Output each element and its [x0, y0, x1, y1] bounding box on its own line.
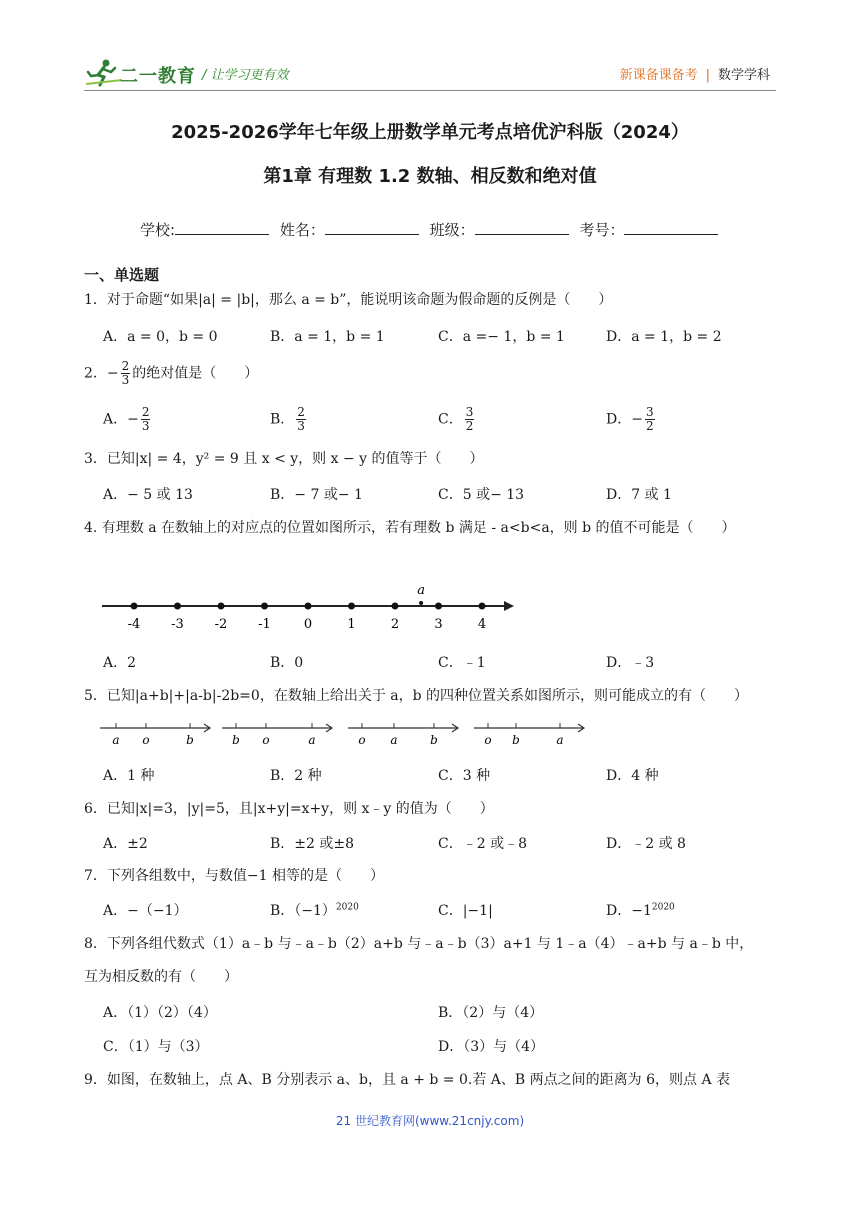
header-subject [620, 64, 770, 83]
q7-option-d-label: D．−1 [606, 903, 652, 919]
q5-axis-label: o [484, 733, 492, 747]
class-field[interactable] [475, 220, 569, 235]
q2-option-d-frac [645, 406, 655, 433]
q2-fraction [121, 360, 131, 387]
q7-option-a[interactable]: A．−（−1） [103, 903, 188, 919]
q3-option-b[interactable]: B．− 7 或− 1 [270, 487, 363, 503]
q1-option-b[interactable]: B．a = 1，b = 1 [270, 329, 385, 345]
school-label: 学校: [140, 221, 176, 239]
q5-axis-label: a [390, 733, 398, 747]
question-8-stem-line1: 8．下列各组代数式（1）a﹣b 与﹣a﹣b（2）a+b 与﹣a﹣b（3）a+1 与 1﹣a（4）﹣a+b 与 a﹣b 中， [84, 936, 754, 952]
question-5-stem: 5．已知|a+b|+|a-b|-2b=0，在数轴上给出关于 a，b 的四种位置关系如图所示，则可能成立的有（ ） [84, 688, 749, 704]
q5-axis-label: o [262, 733, 270, 747]
q7-option-c[interactable]: C．|−1| [438, 903, 493, 919]
q2-denominator: 3 [121, 373, 130, 387]
q4-tick-label: -3 [171, 617, 184, 632]
q8-option-a[interactable]: A．（1）（2）（4） [103, 1005, 217, 1021]
question-8-stem-line2: 互为相反数的有（ ） [84, 969, 238, 985]
runner-logo-icon [84, 58, 124, 88]
q5-option-b[interactable]: B．2 种 [270, 768, 322, 784]
q4-tick-label: -2 [214, 617, 228, 632]
q2-c-num: 3 [465, 405, 474, 419]
q4-tick-point [392, 603, 399, 610]
q2-b-num: 2 [297, 405, 305, 419]
q2-option-a[interactable] [103, 406, 152, 433]
header-subject-tag: 数学学科 [717, 68, 770, 83]
q1-option-a[interactable]: A．a = 0，b = 0 [103, 329, 218, 345]
q2-option-b-frac [296, 406, 306, 433]
q4-option-d[interactable]: D．﹣3 [606, 655, 655, 671]
q2-a-num: 2 [141, 405, 150, 419]
q5-axis-label: o [142, 733, 150, 747]
q5-option-a[interactable]: A．1 种 [103, 768, 155, 784]
brand-slogan: / 让学习更有效 [202, 68, 289, 83]
q4-tick-point [174, 603, 181, 610]
q4-tick-label: 4 [477, 617, 487, 632]
q4-tick-label: -1 [258, 617, 271, 632]
q1-option-d[interactable]: D．a = 1，b = 2 [606, 329, 722, 345]
q2-option-b[interactable] [270, 406, 308, 433]
question-7-stem: 7．下列各组数中，与数值−1 相等的是（ ） [84, 868, 384, 884]
q2-a-den: 3 [141, 419, 150, 433]
q5-axis-label: b [232, 733, 240, 747]
header-course-tag: 新课备课备考 [619, 68, 698, 83]
question-6-stem: 6．已知|x|=3，|y|=5，且|x+y|=x+y，则 x﹣y 的值为（ ） [84, 801, 494, 817]
q2-option-c-frac [465, 406, 475, 433]
q6-option-a[interactable]: A．±2 [103, 836, 148, 852]
q6-option-d[interactable]: D．﹣2 或 8 [606, 836, 686, 852]
q8-option-b[interactable]: B．（2）与（4） [438, 1005, 544, 1021]
q1-option-c[interactable]: C．a =− 1，b = 1 [438, 329, 565, 345]
section-title: 一、单选题 [84, 266, 160, 284]
q4-tick-label: 0 [303, 617, 313, 632]
student-info-line [140, 219, 724, 240]
page-title: 2025-2026学年七年级上册数学单元考点培优沪科版（2024） [171, 122, 689, 143]
q7-option-b-label: B．（−1） [270, 903, 336, 919]
q4-tick-point [131, 603, 138, 610]
q4-option-a[interactable]: A．2 [103, 655, 137, 671]
q4-tick-point [261, 603, 268, 610]
q4-tick-point [348, 603, 355, 610]
q4-tick-label: 2 [390, 617, 400, 632]
exam-no-field[interactable] [624, 220, 718, 235]
q4-tick-point [435, 603, 442, 610]
q5-axis-label: a [112, 733, 120, 747]
q4-point-a-label: a [417, 583, 425, 598]
q8-option-d[interactable]: D．（3）与（4） [438, 1039, 545, 1055]
q5-axis-label: a [308, 733, 316, 747]
q2-c-den: 2 [465, 419, 474, 433]
q5-number-lines [96, 718, 596, 752]
question-3-stem: 3．已知|x| = 4，y² = 9 且 x < y，则 x − y 的值等于（ ） [84, 451, 484, 467]
question-1-stem: 1．对于命题“如果|a| = |b|，那么 a = b”，能说明该命题为假命题的反例是（ ） [84, 292, 613, 308]
header-separator: | [705, 68, 710, 83]
q2-option-a-frac [141, 406, 151, 433]
q5-axis-label: o [358, 733, 366, 747]
q6-option-b[interactable]: B．±2 或±8 [270, 836, 355, 852]
exam-no-label: 考号： [579, 221, 625, 239]
question-2-stem [84, 360, 258, 387]
q2-option-c-label: C． [438, 411, 463, 428]
q5-axis-label: b [186, 733, 194, 747]
q5-option-c[interactable]: C．3 种 [438, 768, 491, 784]
q8-option-c[interactable]: C．（1）与（3） [103, 1039, 209, 1055]
page-footer: 21 世纪教育网(www.21cnjy.com) [335, 1114, 525, 1128]
q7-option-b[interactable] [270, 900, 359, 920]
q5-axis-label: b [512, 733, 520, 747]
q4-tick-point [479, 603, 486, 610]
q7-option-b-exp: 2020 [335, 902, 359, 913]
q3-option-c[interactable]: C．5 或− 13 [438, 487, 525, 503]
q4-number-line [96, 580, 526, 636]
q5-axis-label: a [556, 733, 564, 747]
q5-axis-label: b [430, 733, 438, 747]
q3-option-d[interactable]: D．7 或 1 [606, 487, 672, 503]
q6-option-c[interactable]: C．﹣2 或﹣8 [438, 836, 527, 852]
q4-tick-label: -4 [127, 617, 141, 632]
q2-d-den: 2 [645, 419, 654, 433]
question-9-stem: 9．如图，在数轴上，点 A、B 分别表示 a、b，且 a + b = 0.若 A、B 两点之间的距离为 6，则点 A 表 [84, 1072, 731, 1088]
q4-tick-label: 1 [347, 617, 356, 632]
school-field[interactable] [175, 220, 269, 235]
name-field[interactable] [325, 220, 419, 235]
class-label: 班级： [429, 221, 475, 239]
q4-option-c[interactable]: C．﹣1 [438, 655, 486, 671]
q2-d-num: 3 [645, 405, 654, 419]
header-divider [84, 90, 776, 91]
q7-option-d-exp: 2020 [651, 902, 675, 913]
q2-option-d[interactable] [606, 406, 657, 433]
q3-option-a[interactable]: A．− 5 或 13 [103, 487, 193, 503]
question-4-stem: 4. 有理数 a 在数轴上的对应点的位置如图所示，若有理数 b 满足 ‑ a<b<a，则 b 的值不可能是（ ） [84, 520, 736, 536]
q4-point-a [419, 601, 423, 605]
q2-option-a-label: A．− [103, 411, 139, 428]
q2-prefix: 2．− [84, 365, 119, 382]
q4-tick-point [218, 603, 225, 610]
q2-option-c[interactable] [438, 406, 476, 433]
q5-option-d[interactable]: D．4 种 [606, 768, 659, 784]
q2-b-den: 3 [297, 419, 305, 433]
name-label: 姓名： [279, 221, 325, 239]
q2-option-b-label: B． [270, 411, 295, 428]
q2-numerator: 2 [121, 359, 130, 373]
q2-option-d-label: D．− [606, 411, 643, 428]
q2-suffix: 的绝对值是（ ） [132, 365, 259, 382]
brand-name: 二一教育 [120, 66, 196, 87]
q4-tick-label: 3 [434, 617, 443, 632]
page-subtitle: 第1章 有理数 1.2 数轴、相反数和绝对值 [263, 166, 597, 187]
q7-option-d[interactable] [606, 900, 675, 920]
q4-option-b[interactable]: B．0 [270, 655, 304, 671]
q4-tick-point [305, 603, 312, 610]
